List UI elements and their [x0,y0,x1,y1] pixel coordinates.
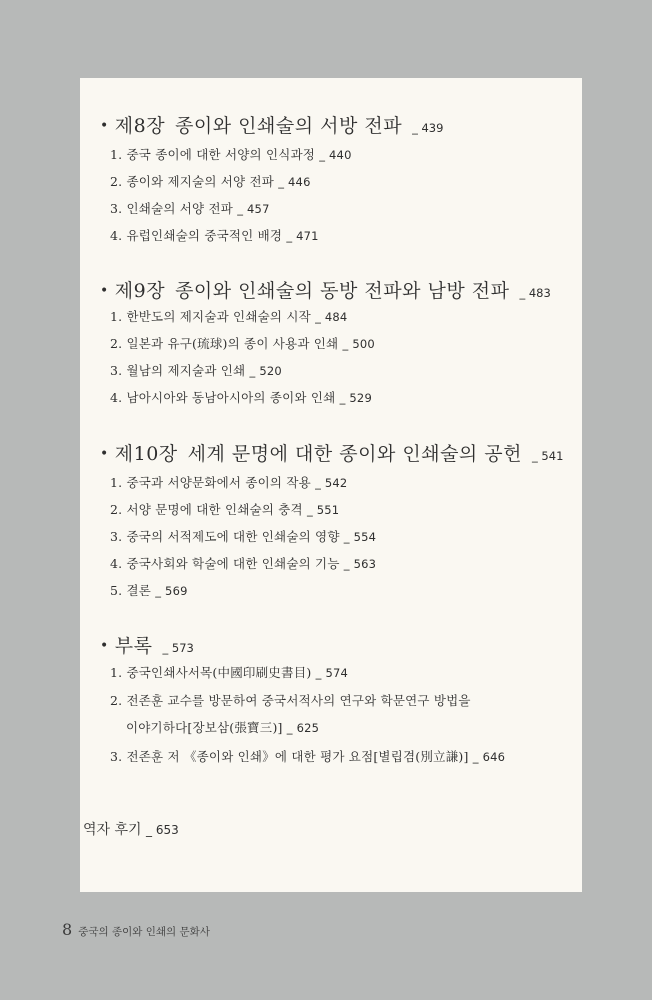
page-ref: _ 625 [286,721,320,735]
page-ref: _ 541 [532,449,564,463]
page-number: 8 [62,920,73,939]
chapter-8-heading[interactable] [100,111,443,138]
toc-item[interactable] [110,307,347,325]
page-ref: _ 574 [315,666,349,680]
page-ref: _ 542 [315,476,348,490]
afterword-title: 역자 후기 [83,822,142,838]
item-text: 3. 월남의 제지술과 인쇄 [110,363,246,378]
book-page [80,78,582,892]
page-ref: _ 483 [519,286,551,300]
toc-item[interactable] [110,361,282,379]
chapter-title: 종이와 인쇄술의 동방 전파와 남방 전파 [175,280,510,302]
page-ref: _ 446 [278,175,311,189]
bullet: • [100,638,109,654]
item-text: 4. 남아시아와 동남아시아의 종이와 인쇄 [110,390,336,405]
item-text: 2. 일본과 유구(琉球)의 종이 사용과 인쇄 [110,336,339,351]
chapter-title: 종이와 인쇄술의 서방 전파 [175,115,403,137]
toc-item[interactable] [110,199,270,217]
chapter-number: 제9장 [114,280,166,302]
toc-item[interactable] [110,747,505,765]
item-text: 4. 중국사회와 학술에 대한 인쇄술의 기능 [110,556,340,571]
chapter-number: 제8장 [114,115,166,137]
bullet: • [100,446,109,462]
bullet: • [100,118,109,134]
chapter-title: 세계 문명에 대한 종이와 인쇄술의 공헌 [187,443,523,465]
item-text: 4. 유럽인쇄술의 중국적인 배경 [110,228,283,243]
item-text: 2. 전존훈 교수를 방문하여 중국서적사의 연구와 학문연구 방법을 [110,693,471,708]
page-ref: _ 457 [237,202,270,216]
toc-item[interactable] [110,388,372,406]
running-title: 중국의 종이와 인쇄의 문화사 [78,926,210,938]
toc-item[interactable] [110,172,311,190]
page-ref: _ 554 [343,530,377,544]
toc-item[interactable] [110,145,352,163]
toc-item[interactable] [110,527,376,545]
page-ref: _ 573 [162,641,194,655]
item-text: 3. 인쇄술의 서양 전파 [110,201,234,216]
item-text: 1. 중국인쇄사서목(中國印刷史書目) [110,665,312,680]
toc-item-continuation[interactable] [126,718,319,736]
page-ref: _ 563 [343,557,377,571]
page-ref: _ 520 [249,364,282,378]
item-text: 2. 종이와 제지술의 서양 전파 [110,174,275,189]
item-text: 1. 중국과 서양문화에서 종이의 작용 [110,475,311,490]
toc-item[interactable] [110,226,319,244]
toc-item[interactable] [110,554,376,572]
page-ref: _ 653 [146,823,179,837]
item-text: 3. 중국의 서적제도에 대한 인쇄술의 영향 [110,529,340,544]
chapter-10-heading[interactable] [100,439,563,466]
page-ref: _ 569 [155,584,188,598]
toc-item[interactable] [110,500,339,518]
page-ref: _ 484 [315,310,348,324]
table-of-contents [80,78,582,892]
toc-item[interactable] [110,663,348,681]
chapter-title: 부록 [114,635,153,657]
chapter-number: 제10장 [114,443,178,465]
page-ref: _ 440 [319,148,352,162]
item-text: 3. 전존훈 저 《종이와 인쇄》에 대한 평가 요점[별립겸(別立謙)] [110,749,469,764]
item-text: 5. 결론 [110,583,152,598]
page-ref: _ 551 [306,503,340,517]
afterword-entry[interactable] [83,819,179,839]
page-ref: _ 500 [342,337,375,351]
chapter-9-heading[interactable] [100,276,551,303]
item-text: 이야기하다[장보삼(張寶三)] [126,720,283,735]
item-text: 1. 중국 종이에 대한 서양의 인식과정 [110,147,316,162]
bullet: • [100,283,109,299]
appendix-heading[interactable] [100,631,194,658]
item-text: 1. 한반도의 제지술과 인쇄술의 시작 [110,309,311,324]
item-text: 2. 서양 문명에 대한 인쇄술의 충격 [110,502,303,517]
page-ref: _ 471 [286,229,319,243]
toc-item[interactable] [110,691,471,709]
page-ref: _ 439 [412,121,444,135]
page-ref: _ 646 [472,750,506,764]
toc-item[interactable] [110,581,188,599]
toc-item[interactable] [110,334,375,352]
toc-item[interactable] [110,473,347,491]
page-ref: _ 529 [339,391,372,405]
page-footer [62,920,210,939]
